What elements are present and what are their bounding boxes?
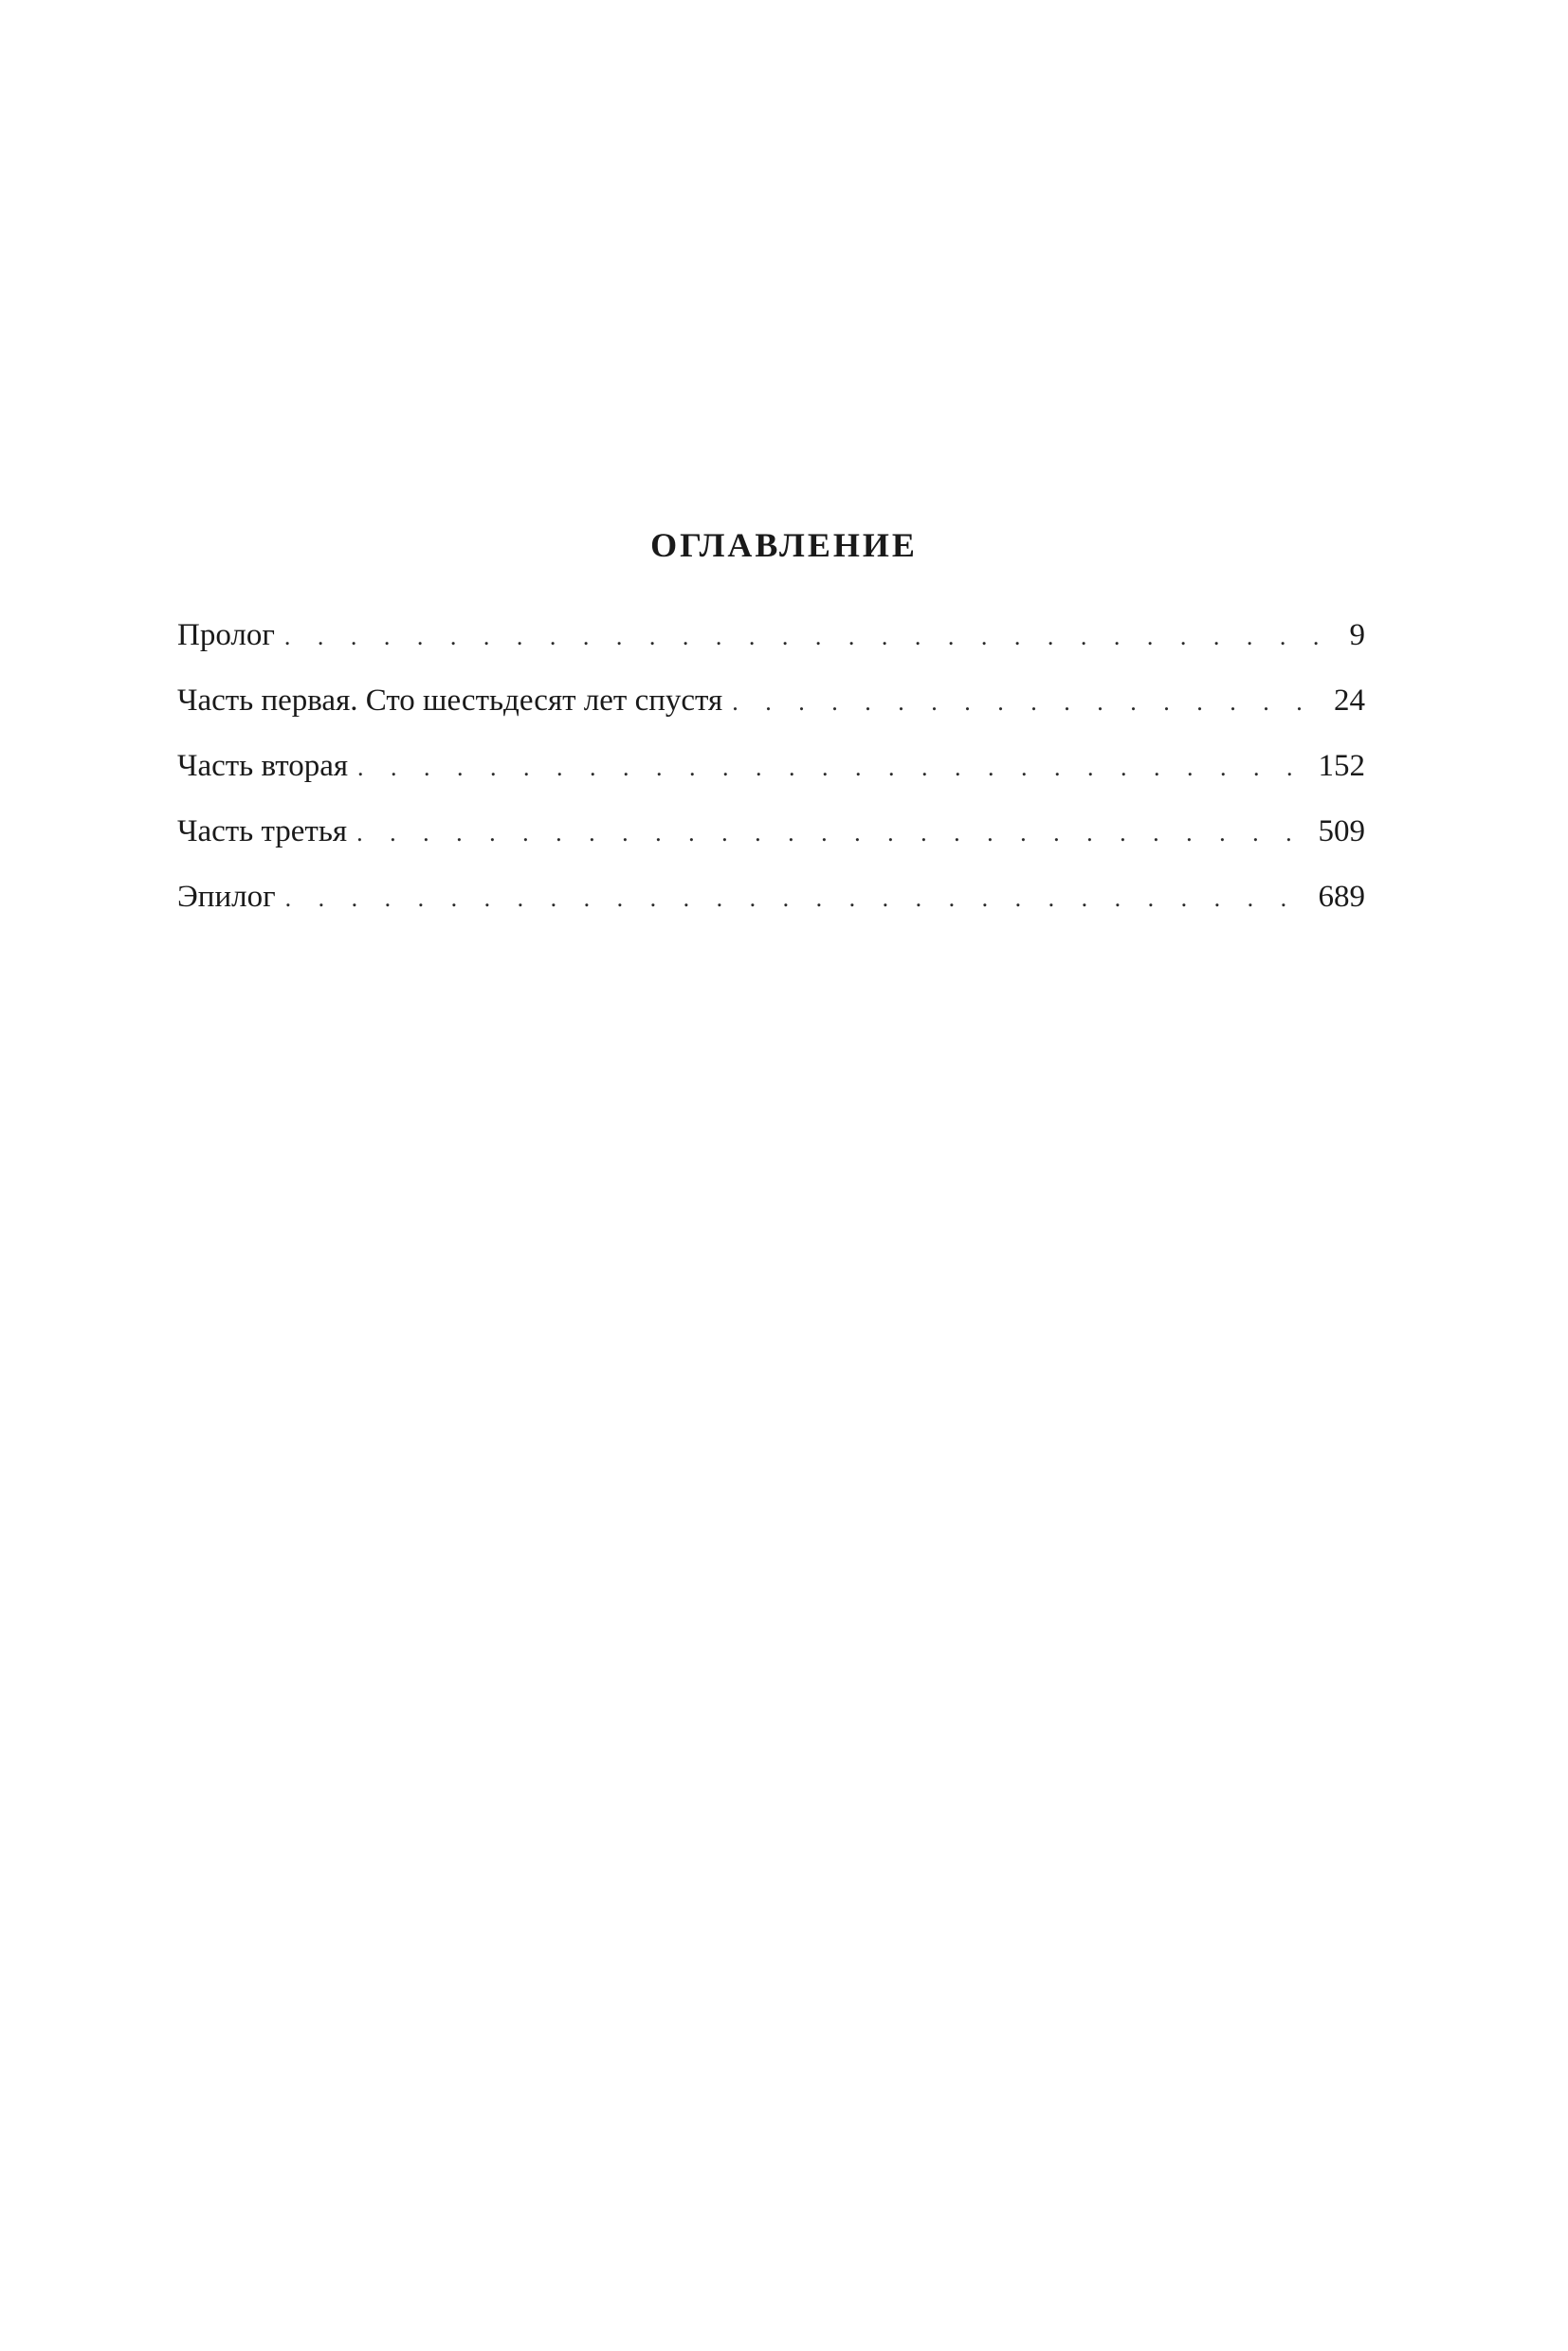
dot-leader [356,800,1310,866]
toc-entry-label: Пролог [177,618,275,652]
toc-entry-part-three [177,799,1365,865]
toc-entry-prologue [177,603,1365,668]
toc-entry-label: Часть вторая [177,749,349,783]
toc-entry-page-number: 509 [1318,814,1365,848]
toc-entry-part-one [177,668,1365,734]
dot-leader [285,866,1311,931]
toc-entry-page-number: 24 [1334,683,1365,718]
table-of-contents [177,603,1365,930]
toc-entry-label: Часть третья [177,814,348,848]
dot-leader [732,669,1326,735]
dot-leader [357,735,1310,800]
toc-entry-label: Эпилог [177,880,276,914]
toc-entry-label: Часть первая. Сто шестьдесят лет спустя [177,683,723,718]
toc-entry-page-number: 689 [1318,880,1365,914]
toc-entry-page-number: 9 [1349,618,1365,652]
dot-leader [284,604,1339,669]
toc-entry-page-number: 152 [1318,749,1365,783]
toc-entry-epilogue [177,865,1365,930]
toc-entry-part-two [177,734,1365,799]
toc-title: ОГЛАВЛЕНИЕ [650,526,918,564]
